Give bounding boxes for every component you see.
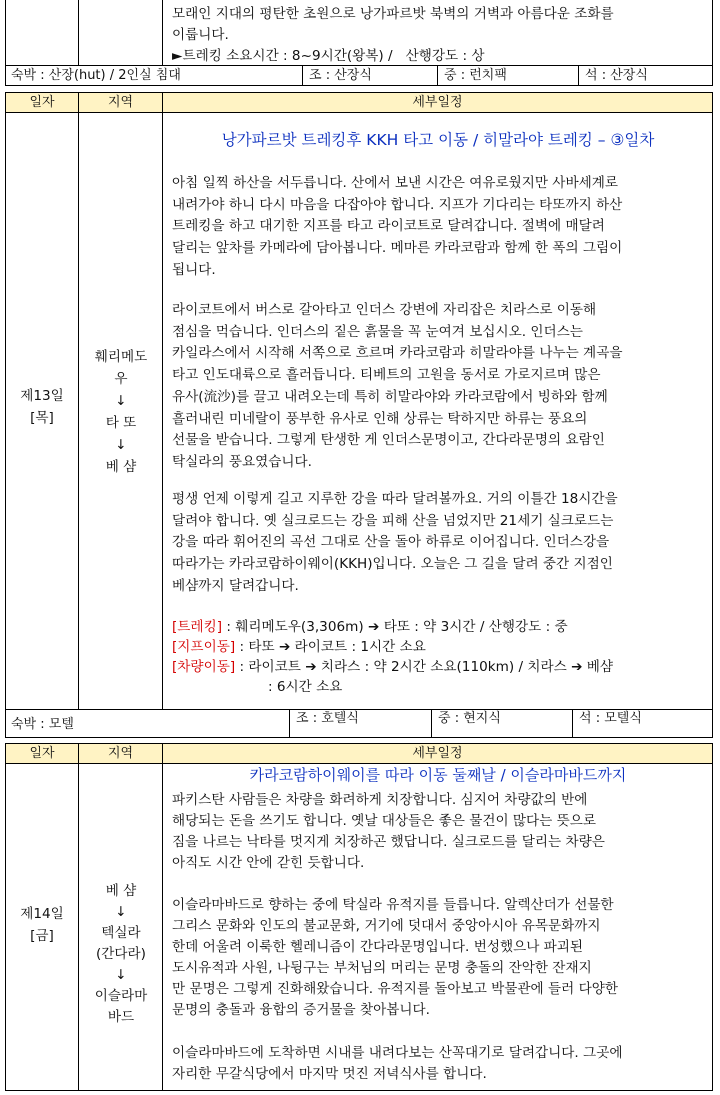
day13-transport: [172, 617, 712, 697]
day13-p2-line: 라이코트에서 버스로 갈아타고 인더스 강변에 자리잡은 치라스로 이동해: [172, 302, 597, 318]
day13-p2-line: 탁실라의 풍요였습니다.: [172, 453, 312, 470]
day13-day: 제13일: [20, 388, 64, 404]
day14-para-2: [172, 895, 712, 1021]
day13-p1-line: 아침 일찍 하산을 서두릅니다. 산에서 보낸 시간은 여유로웠지만 사바세계로: [172, 175, 618, 191]
day13-p1-line: 됩니다.: [172, 261, 216, 278]
day13-route-arrow-1: ↓: [115, 393, 127, 409]
day13-p3-line: 따라가는 카라코람하이웨이(KKH)입니다. 오늘은 그 길을 달려 중간 지점인: [172, 556, 613, 573]
vehicle-line: [172, 657, 712, 677]
day13-para-3: [172, 489, 712, 598]
day14-route-arrow-2: ↓: [115, 967, 127, 983]
vehicle-text-2: : 6시간 소요: [268, 679, 343, 695]
day14-p2-line: 그리스 문화와 인도의 불교문화, 거기에 덧대서 중앙아시아 유목문화까지: [172, 918, 601, 934]
prev-day-dinner: 석 : 산장식: [578, 66, 713, 86]
day13-p2-line: 카일라스에서 시작해 서쪽으로 흐르며 카라코람과 히말라야를 나누는 계곡을: [172, 345, 623, 362]
day13-p2-line: 흘러내린 미네랄이 풍부한 유사로 인해 상류는 탁하지만 하류는 풍요의: [172, 410, 588, 427]
day13-p1-line: 내려가야 하니 다시 마음을 다잡아야 합니다. 지프가 기다리는 타또까지 하산: [172, 196, 623, 213]
day13-p2-line: 점심을 먹습니다. 인더스의 짙은 흙물을 꼭 눈여겨 보십시오. 인더스는: [172, 323, 583, 340]
day14-route-1: 베 샴: [105, 883, 137, 899]
header2-detail: 세부일정: [163, 743, 713, 764]
day14-title: 카라코람하이웨이를 따라 이동 둘째날 / 이슬라마바드까지: [249, 766, 627, 784]
trek-label: [트레킹]: [172, 619, 223, 635]
day14-route-arrow-1: ↓: [115, 904, 127, 920]
prev-day-line-1: 모래인 지대의 평탄한 초원으로 낭가파르밧 북벽의 거벽과 아름다운 조화를: [172, 6, 614, 22]
day14-route-5: 바드: [107, 1009, 135, 1025]
day14-para-1: [172, 790, 712, 874]
day13-p2-line: 타고 인도대륙으로 흘러듭니다. 티베트의 고원을 동서로 가로지르며 많은: [172, 367, 601, 384]
prev-day-date-cell: [5, 0, 79, 66]
jeep-label: [지프이동]: [172, 639, 236, 655]
prev-day-breakfast: 조 : 산장식: [302, 66, 437, 86]
day13-route-2: 우: [114, 371, 128, 387]
day14-p3-line: 이슬라마바드에 도착하면 시내를 내려다보는 산꼭대기로 달려갑니다. 그곳에: [172, 1045, 623, 1061]
day14-p2-line: 한데 어울려 이룩한 헬레니즘이 간다라문명입니다. 번성했으나 파괴된: [172, 939, 584, 955]
header-region: 지역: [79, 92, 163, 113]
day14-p2-line: 도시유적과 사원, 나뒹구는 부처님의 머리는 문명 충돌의 잔악한 잔재지: [172, 960, 592, 976]
day13-route-4: 베 샴: [105, 459, 137, 475]
prev-day-lodging: 숙박 : 산장(hut) / 2인실 침대: [11, 68, 181, 83]
day13-lodging: 숙박 : 모텔: [11, 717, 74, 732]
vehicle-label: [차량이동]: [172, 659, 236, 675]
day13-date-cell: [5, 113, 79, 710]
day13-p2-line: 유사(流沙)를 끌고 내려오는데 특히 히말라야와 카라코람에서 빙하와 함께: [172, 388, 608, 405]
day14-route-4: 이슬라마: [94, 988, 148, 1004]
day13-route-arrow-2: ↓: [115, 437, 127, 453]
day13-p3-line: 베샴까지 달려갑니다.: [172, 577, 299, 594]
day14-p1-line: 아직도 시간 안에 갇힌 듯합니다.: [172, 855, 365, 871]
day13-lunch: 중 : 현지식: [431, 710, 572, 738]
header2-region: 지역: [79, 743, 163, 764]
day14-route-3: (간다라): [95, 946, 146, 962]
header-detail: 세부일정: [163, 92, 713, 113]
day14-p1-line: 파키스탄 사람들은 차량을 화려하게 치장합니다. 심지어 차량값의 반에: [172, 792, 588, 808]
day14-weekday: [금]: [30, 928, 54, 944]
day14-region-cell: [79, 764, 163, 1091]
day13-route-1: 훼리메도: [94, 349, 148, 365]
vehicle-text: : 라이코트 ➔ 치라스 : 약 2시간 소요(110km) / 치라스 ➔ 베샴: [235, 659, 614, 675]
day14-route-2: 텍실라: [101, 925, 141, 941]
day13-region-cell: [79, 113, 163, 710]
day14-day: 제14일: [20, 906, 64, 922]
prev-day-line-3: ►트레킹 소요시간 : 8~9시간(왕복) / 산행강도 : 상: [172, 48, 485, 64]
jeep-text: : 타또 ➔ 라이코트 : 1시간 소요: [235, 639, 426, 655]
day14-p1-line: 해당되는 돈을 쓰기도 합니다. 옛날 대상들은 좋은 물건이 많다는 뜻으로: [172, 813, 597, 829]
day13-para-2: [172, 300, 712, 474]
prev-day-line-2: 이룹니다.: [172, 27, 229, 43]
day13-p3-line: 평생 언제 이렇게 길고 지루한 강을 따라 달려볼까요. 거의 이틀간 18시간을: [172, 491, 618, 507]
day13-p1-line: 달리는 앞차를 카메라에 담아봅니다. 메마른 카라코람과 함께 한 폭의 그림이: [172, 240, 623, 257]
day14-p3-line: 자리한 무갈식당에서 마지막 멋진 저녁식사를 합니다.: [172, 1066, 487, 1082]
trek-text: : 훼리메도우(3,306m) ➔ 타또 : 약 3시간 / 산행강도 : 중: [222, 619, 568, 635]
day13-p1-line: 트레킹을 하고 대기한 지프를 타고 라이코트로 달려갑니다. 절벽에 매달려: [172, 218, 605, 235]
day13-route-3: 타 또: [105, 415, 137, 431]
day14-p1-line: 짐을 나르는 낙타를 멋지게 치장하곤 했답니다. 실크로드를 달리는 차량은: [172, 834, 605, 850]
prev-day-lunch: 중 : 런치팩: [437, 66, 578, 86]
day13-p3-line: 강을 따라 휘어진의 곡선 그대로 산을 돌아 하류로 이어집니다. 인더스강을: [172, 534, 610, 551]
header2-date: 일자: [5, 743, 79, 764]
trek-line: [172, 617, 712, 637]
header-date: 일자: [5, 92, 79, 113]
prev-day-region-cell: [79, 0, 163, 66]
day14-p2-line: 이슬라마바드로 향하는 중에 탁실라 유적지를 들릅니다. 알렉산더가 선물한: [172, 897, 614, 913]
day13-weekday: [목]: [30, 410, 54, 426]
day14-p2-line: 만 문명은 그렇게 진화해왔습니다. 유적지를 돌아보고 박물관에 들러 다양한: [172, 981, 618, 997]
day14-p2-line: 문명의 충돌과 융합의 증거물을 찾아봅니다.: [172, 1002, 430, 1018]
jeep-line: [172, 637, 712, 657]
day13-p2-line: 선물을 받습니다. 그렇게 탄생한 게 인더스문명이고, 간다라문명의 요람인: [172, 432, 605, 449]
day13-breakfast: 조 : 호텔식: [289, 710, 431, 738]
day13-title: 낭가파르밧 트레킹후 KKH 타고 이동 / 히말라야 트레킹 – ③일차: [221, 131, 655, 149]
prev-day-text: [172, 4, 712, 67]
day14-date-cell: [5, 764, 79, 1091]
day13-dinner: 석 : 모텔식: [572, 710, 713, 738]
day13-p3-line: 달려야 합니다. 옛 실크로드는 강을 피해 산을 넘었지만 21세기 실크로드는: [172, 512, 614, 529]
day14-para-3: [172, 1043, 712, 1085]
day13-para-1: [172, 173, 712, 282]
